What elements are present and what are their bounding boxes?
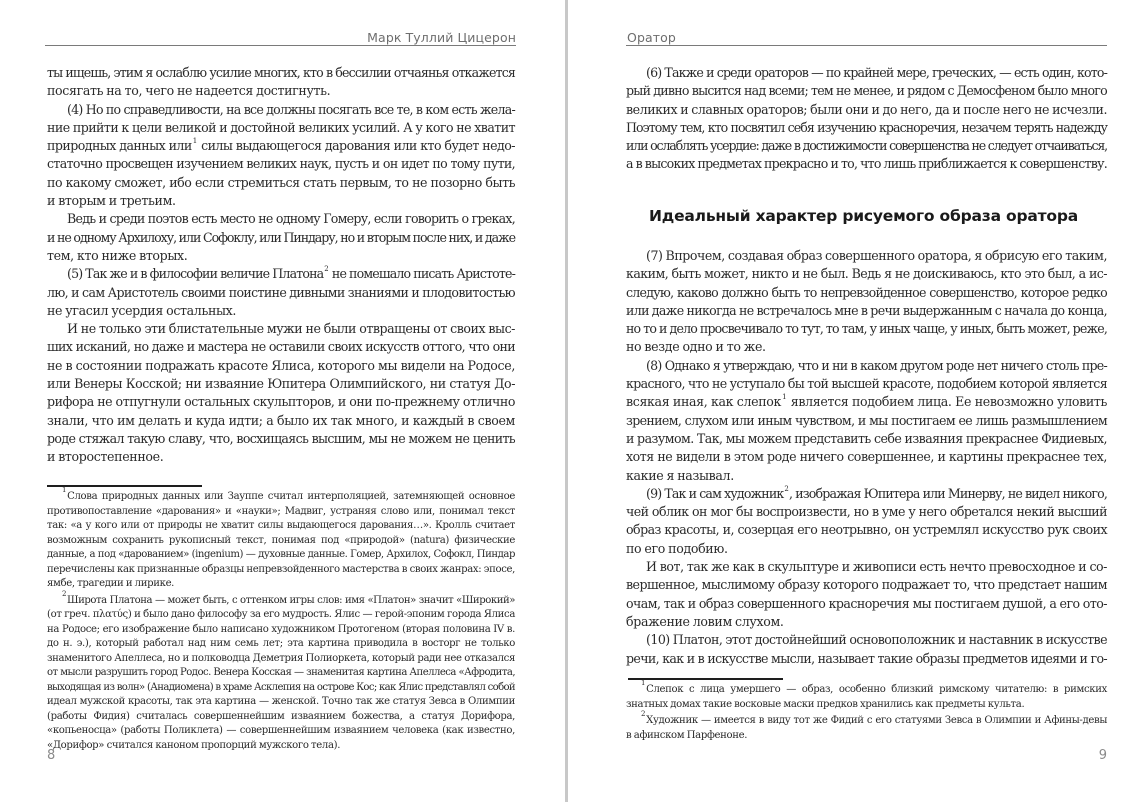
footnotes bbox=[47, 486, 515, 753]
footnote-line: от мысли разрушить город Родос. Венера Косская — знаменитая картина Апеллеса «Афродита, bbox=[47, 667, 515, 678]
body-text-bottom bbox=[626, 247, 1107, 668]
footnote-rule bbox=[47, 485, 202, 487]
text-fragment: силы выдающегося дарования или кто будет недо- bbox=[197, 138, 515, 154]
footnote-line: в афинском Парфеноне. bbox=[626, 729, 748, 741]
text-line: и разумом. Так, мы можем представить себе изваяния прекраснее Фидиевых, bbox=[626, 430, 1107, 446]
text-line: и второстепенное. bbox=[47, 449, 164, 465]
text-line: рифора не отпугнули остальных скульпторов, и они по-прежнему отлично bbox=[47, 394, 515, 410]
text-line: какие я называл. bbox=[626, 467, 734, 483]
footnote-text: Слепок с лица умершего — образ, особенно близкий римскому читателю: в римских bbox=[646, 684, 1107, 695]
footnote-line: данные, а под «дарованием» (ingenium) — духовные данные. Гомер, Архилох, Софокл, Пиндар bbox=[47, 549, 515, 560]
text-line: великих и славных ораторов; были они и до него, да и после него не исчезли. bbox=[626, 101, 1107, 117]
paragraph-poets-start: Ведь и среди поэтов есть место не одному Гомеру, если говорить о греках, bbox=[67, 211, 515, 227]
text-line: красного, что не уступало бы той высшей красоте, подобием которой является bbox=[626, 376, 1107, 392]
text-line: очам, так и образ совершенного красноречия мы постигаем душой, а его ото- bbox=[626, 595, 1107, 611]
text-line: ты ищешь, этим я ослаблю усилие многих, кто в бессилии отчаянья откажется bbox=[47, 65, 515, 80]
page-number: 9 bbox=[1098, 748, 1107, 763]
text-line: ние прийти к цели великой и достойной великих усилий. А у кого не хватит bbox=[47, 119, 515, 135]
text-fragment: , изображая Юпитера или Минерву, не видел никого, bbox=[789, 485, 1107, 501]
footnote-1 bbox=[626, 679, 1107, 712]
text-fragment: (5) Так же и в философии величие Платона bbox=[67, 266, 324, 282]
paragraph-sculpture-start: И вот, так же как в скульптуре и живописи есть нечто превосходное и со- bbox=[646, 559, 1107, 575]
paragraph-8-start: (8) Однако я утверждаю, что и ни в каком другом роде нет ничего столь пре- bbox=[646, 357, 1107, 373]
footnote-2 bbox=[47, 589, 515, 754]
footnote-line: выходящая из волн» (Анадиомена) в храме Асклепия на острове Кос; как Ялис представлял собой bbox=[47, 681, 515, 693]
footnote-line bbox=[626, 679, 1107, 698]
text-line: или даже никогда не встречалось мне в речи выдержанным с начала до конца, bbox=[626, 302, 1107, 318]
text-line: а в высоких предметах прекрасно и то, что лишь приближается к совершенству. bbox=[626, 156, 1107, 172]
paragraph-4-start: (4) Но по справедливости, на все должны посягать все те, в ком есть жела- bbox=[67, 101, 515, 117]
footnote-line: знатных домах такие восковые маски предков хранились как предметы культа. bbox=[626, 698, 1025, 710]
footnote-line: ямбе, трагедии и лирике. bbox=[47, 578, 175, 589]
paragraph-6-start: (6) Также и среди ораторов — по крайней мере, греческих, — есть один, кото- bbox=[646, 65, 1107, 80]
footnote-line: до н. э.), который работал над ним семь лет; эта картина приводила в восторг не только bbox=[47, 638, 515, 649]
text-line: ших исканий, но даже и мастера не оставили своих искусств оттого, что они bbox=[47, 339, 515, 355]
footnote-rule bbox=[628, 678, 783, 680]
footnote-line bbox=[47, 589, 515, 609]
paragraph-5-start bbox=[47, 265, 515, 283]
footnote-text: Художник — имеется в виду тот же Фидий с его статуями Зевса в Олимпии и Афины-девы bbox=[646, 715, 1107, 726]
page-number: 8 bbox=[47, 748, 56, 763]
text-line: и вторым и третьим. bbox=[47, 193, 176, 209]
paragraph-9-start bbox=[626, 485, 1107, 503]
text-fragment: природных данных или bbox=[47, 138, 192, 154]
text-line: зрением, слухом или иным чувством, и мы постигаем ее лишь размышлением bbox=[626, 412, 1107, 428]
section-heading: Идеальный характер рисуемого образа оратора bbox=[649, 207, 1079, 225]
text-line: или ослаблять усердие: даже в достижимости совершенства не следует отчаиваться, bbox=[626, 138, 1107, 154]
footnote-line: на Родосе; его изображение было написано художником Протогеном (вторая половина IV в. bbox=[47, 623, 515, 635]
header-rule bbox=[626, 45, 1107, 46]
footnote-line bbox=[47, 486, 515, 505]
body-text bbox=[47, 64, 515, 467]
text-fragment: является подобием лица. Ее невозможно уловить bbox=[787, 394, 1107, 410]
footnote-line: так: «а у кого или от природы не хватит силы выдающегося дарования…». Кролль считает bbox=[47, 520, 515, 531]
running-head-title: Оратор bbox=[627, 30, 676, 45]
text-line: образ красоты, и, созерцая его неотрывно, он устремлял искусство рук своих bbox=[626, 522, 1107, 538]
text-line: не угасил усердия остальных. bbox=[47, 302, 237, 318]
footnote-1 bbox=[47, 486, 515, 592]
footnote-line: противопоставление «дарования» и «науки»; Мадвиг, устраняя слово или, понимал текст bbox=[47, 505, 515, 517]
running-head-author: Марк Туллий Цицерон bbox=[367, 30, 516, 45]
header-rule bbox=[45, 45, 516, 46]
text-line: тем, кто ниже вторых. bbox=[47, 247, 188, 263]
text-line: или Венеры Косской; ни изваяние Юпитера Олимпийского, ни статуя До- bbox=[47, 376, 515, 392]
text-fragment: всякая иная, как слепок bbox=[626, 394, 782, 410]
left-page bbox=[0, 0, 565, 802]
text-line: Поэтому тем, кто посвятил себя изучению красноречия, незачем терять надежду bbox=[626, 119, 1107, 135]
footnote-line: «копьеносца» (работы Поликлета) — совершеннейшим изваянием человека (как известно, bbox=[47, 725, 515, 736]
footnote-marker: 1 bbox=[62, 486, 67, 494]
text-line: по какому сможет, ибо если стремиться стать первым, то не позорно быть bbox=[47, 174, 515, 190]
text-line: вершенное, мыслимому образу которого подражает то, что предстает нашим bbox=[626, 577, 1107, 593]
footnote-marker: 1 bbox=[641, 679, 646, 687]
text-line: не в состоянии подражать красоте Ялиса, которого мы видели на Родосе, bbox=[47, 357, 515, 373]
text-line: рый дивно высится над всеми; тем не менее, и рядом с Демосфеном было много bbox=[626, 83, 1107, 99]
paragraph-masters-start: И не только эти блистательные мужи не были отвращены от своих выс- bbox=[67, 321, 515, 337]
footnote-2 bbox=[626, 710, 1107, 743]
text-line: хотя не видели в этом роде ничего совершеннее, и картины прекраснее тех, bbox=[626, 449, 1107, 465]
right-page bbox=[568, 0, 1131, 802]
text-line: каким, быть может, никто и не был. Ведь я не доискиваюсь, кто это был, а ис- bbox=[626, 266, 1107, 282]
footnote-ref-2[interactable]: 2 bbox=[784, 484, 788, 493]
footnote-ref-2[interactable]: 2 bbox=[324, 265, 328, 274]
body-text-top bbox=[626, 64, 1107, 174]
text-line: посягать на то, чего не надеется достигнуть. bbox=[47, 83, 331, 99]
paragraph-10-start: (10) Платон, этот достойнейший основоположник и наставник в искусстве bbox=[646, 632, 1107, 648]
footnote-line: (от греч. πλατύς) и было дано философу за его мудрость. Ялис — герой-эпоним города Ялиса bbox=[47, 609, 515, 620]
footnote-line: перечислены как признанные образцы непревзойденного мастерства в своих жанрах: эпосе, bbox=[47, 563, 515, 575]
footnote-text: Слова природных данных или Заупп​е считал интерполяцией, затемняющей основное bbox=[67, 491, 515, 502]
text-line: но то и дело просвечивало то тут, то там, у иных чаще, у иных, быть может, реже, bbox=[626, 321, 1107, 337]
footnote-marker: 2 bbox=[641, 710, 646, 718]
text-line: статочно просвещен изучением великих наук, пусть и он идет по тому пути, bbox=[47, 156, 515, 172]
footnote-line: «Дорифор» считался каноном пропорций мужского тела). bbox=[47, 739, 341, 751]
footnote-marker: 2 bbox=[62, 589, 67, 598]
footnote-text: Широта Платона — может быть, с оттенком игры слов: имя «Платон» значит «Широкий» bbox=[67, 594, 515, 606]
text-line: знали, что им делать и куда идти; а было их так много, и каждый в своем bbox=[47, 412, 515, 428]
text-line: и не одному Архилоху, или Софоклу, или Пиндару, но и вторым после них, и даже bbox=[47, 229, 515, 245]
text-line: следую, каково должно быть то непревзойденное совершенство, которое редко bbox=[626, 284, 1107, 300]
footnotes bbox=[626, 679, 1107, 743]
footnote-line: возможным сохранить рукописный текст, понимая под «природой» (natura) физические bbox=[47, 534, 515, 546]
text-line: бражение ловим слухом. bbox=[626, 613, 784, 629]
text-line: чей облик он мог бы воспроизвести, но в уме у него обретался некий высший bbox=[626, 504, 1107, 520]
text-line bbox=[626, 393, 1107, 411]
footnote-ref-1[interactable]: 1 bbox=[192, 137, 197, 146]
text-line: роде стяжал такую славу, что, восхищаясь высшим, мы не можем не ценить bbox=[47, 430, 515, 446]
text-line: по его подобию. bbox=[626, 540, 728, 556]
footnote-line: знаменитого Апеллеса, но и полководца Деметрия Полиоркета, который ради нее отказался bbox=[47, 652, 515, 664]
text-line bbox=[47, 137, 515, 155]
footnote-line bbox=[626, 710, 1107, 729]
text-fragment: не помешало писать Аристоте- bbox=[328, 266, 515, 282]
text-fragment: (9) Так и сам художник bbox=[646, 485, 784, 501]
text-line: речи, как и в искусстве мысли, называет такие образы предметов идеями и го- bbox=[626, 650, 1107, 666]
footnote-line: идеал мужской красоты, так эта картина — женской. Точно так же статуя Зевса в Олимпии bbox=[47, 696, 515, 707]
footnote-line: (работы Фидия) считалась совершеннейшим изваянием божества, а статуя Дорифора, bbox=[47, 710, 515, 722]
paragraph-7-start: (7) Впрочем, создавая образ совершенного оратора, я обрисую его таким, bbox=[646, 248, 1108, 263]
text-line: но везде одно и то же. bbox=[626, 339, 766, 355]
text-line: лю, и сам Аристотель своими поистине дивными знаниями и плодовитостью bbox=[47, 284, 515, 300]
footnote-ref-1[interactable]: 1 bbox=[782, 393, 787, 402]
